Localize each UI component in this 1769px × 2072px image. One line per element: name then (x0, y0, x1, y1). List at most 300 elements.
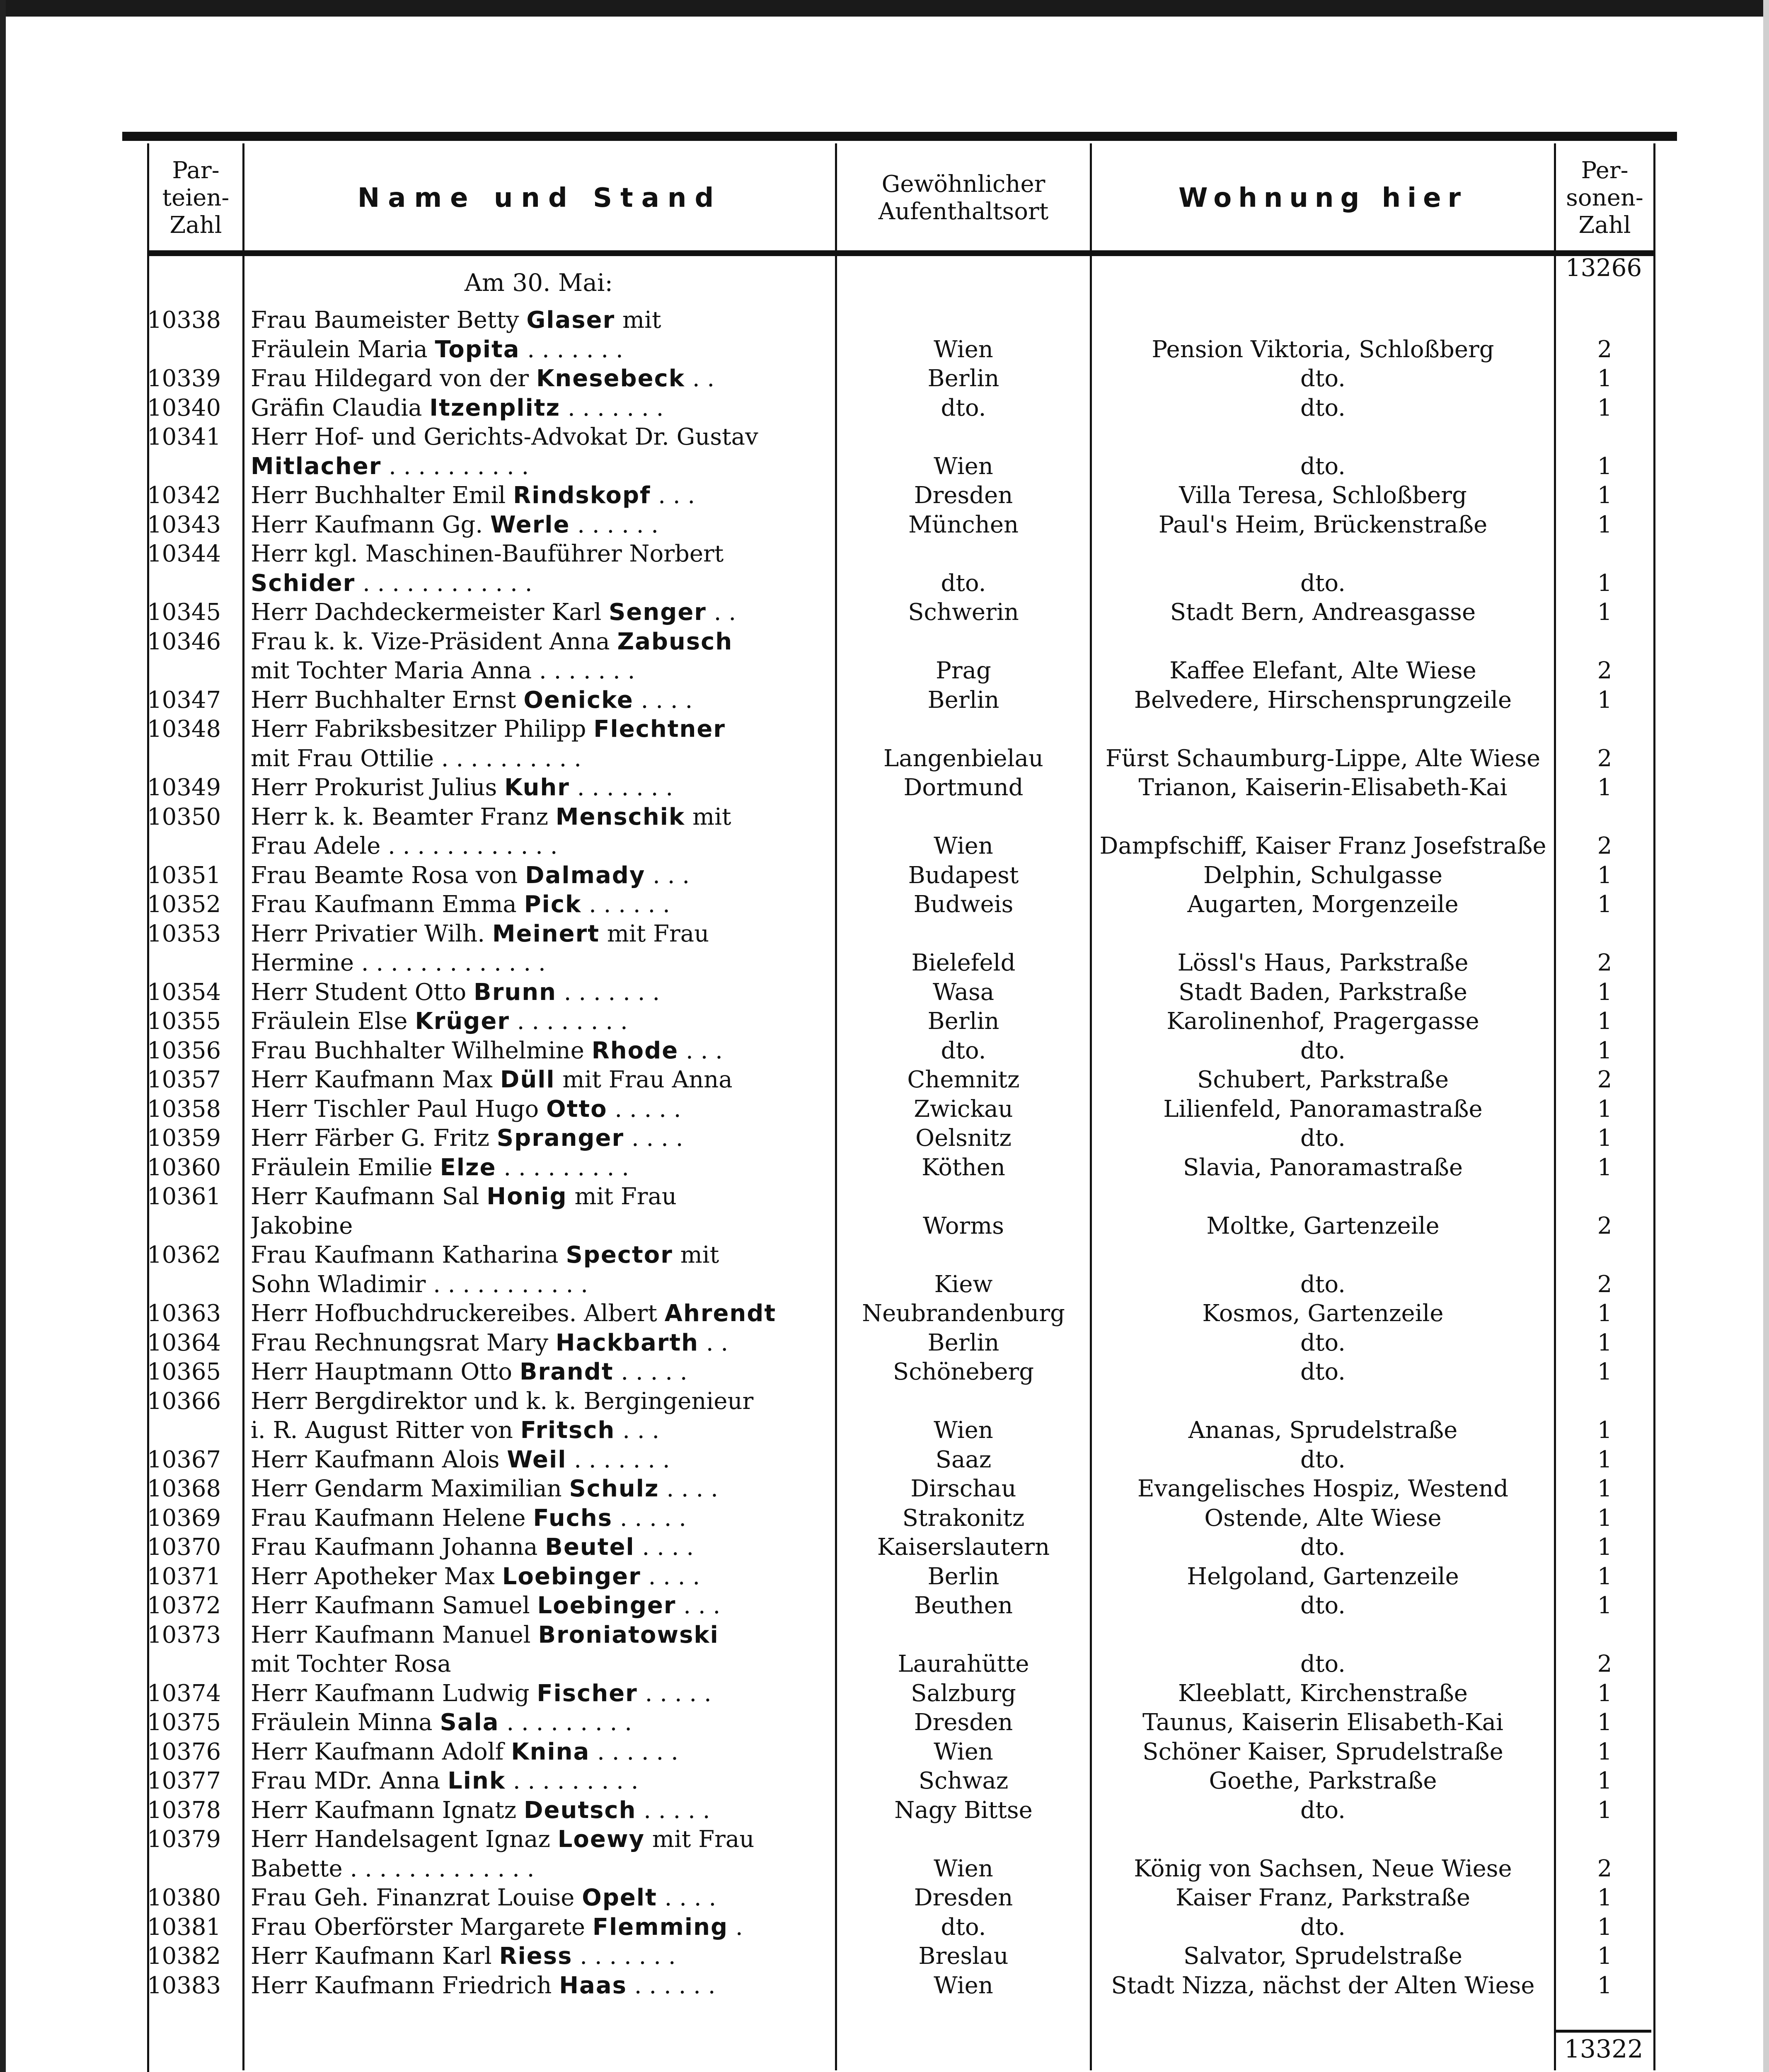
name-line (251, 335, 835, 365)
name-text: Frau k. k. Vize-Präsident Anna (251, 628, 617, 655)
residence: dto. (941, 1913, 986, 1941)
name-text: Herr Kaufmann Ignatz (251, 1796, 524, 1824)
residence: Saaz (935, 1446, 992, 1473)
address: Lössl's Haus, Parkstraße (1177, 949, 1469, 976)
name-line (251, 423, 835, 452)
name-line (251, 1036, 835, 1066)
name-text: Herr Kaufmann Gg. (251, 511, 490, 538)
party-number: 10383 (147, 1972, 221, 1999)
surname: Weil (507, 1446, 567, 1473)
party-number: 10350 (147, 803, 221, 830)
name-line (251, 803, 835, 832)
guest-name (251, 1241, 835, 1299)
address: Karolinenhof, Pragergasse (1166, 1008, 1479, 1035)
person-count: 2 (1597, 1855, 1612, 1882)
address: dto. (1300, 1446, 1346, 1473)
name-text: Herr Kaufmann Max (251, 1066, 500, 1093)
guest-name (251, 1913, 835, 1942)
party-number: 10366 (147, 1387, 221, 1415)
guest-name (251, 1124, 835, 1153)
table-row (147, 627, 1655, 686)
name-line (251, 1445, 835, 1475)
name-text: mit Tochter Maria Anna . . . . . . . (251, 657, 635, 684)
address: Slavia, Panoramastraße (1183, 1154, 1463, 1181)
person-count: 2 (1597, 1271, 1612, 1298)
guest-name (251, 686, 835, 715)
name-line (251, 1913, 835, 1942)
guest-name (251, 1299, 835, 1329)
name-line (251, 1942, 835, 1971)
party-number: 10352 (147, 891, 221, 918)
name-text: mit Tochter Rosa (251, 1651, 451, 1677)
address: dto. (1300, 1037, 1346, 1064)
residence: Neubrandenburg (862, 1300, 1065, 1327)
name-line (251, 1065, 835, 1095)
guest-name (251, 1474, 835, 1504)
party-number: 10344 (147, 540, 221, 567)
name-suffix: . . . . . . . (569, 774, 673, 801)
address: König von Sachsen, Neue Wiese (1134, 1855, 1512, 1882)
surname: Spranger (496, 1125, 624, 1152)
name-text: Sohn Wladimir . . . . . . . . . . . (251, 1271, 588, 1298)
surname: Schider (251, 569, 356, 597)
table-row (147, 1329, 1655, 1358)
party-number: 10354 (147, 978, 221, 1006)
surname: Ahrendt (664, 1300, 777, 1327)
residence: Strakonitz (902, 1504, 1025, 1532)
surname: Fuchs (533, 1504, 613, 1532)
address: Taunus, Kaiserin Elisabeth-Kai (1142, 1709, 1503, 1736)
residence: Wien (934, 833, 993, 859)
name-line (251, 773, 835, 803)
surname: Zabusch (617, 628, 733, 655)
table-row (147, 364, 1655, 394)
name-line (251, 511, 835, 540)
residence: Schöneberg (893, 1358, 1034, 1385)
name-text: Herr Tischler Paul Hugo (251, 1095, 546, 1123)
party-number: 10357 (147, 1066, 221, 1093)
residence: Wien (934, 1417, 993, 1444)
party-number: 10381 (147, 1913, 221, 1941)
surname: Fritsch (520, 1417, 615, 1444)
name-suffix: . . . . . . . . . . (381, 453, 529, 480)
name-line (251, 1591, 835, 1621)
name-line (251, 1358, 835, 1387)
person-count: 1 (1597, 599, 1612, 626)
surname: Spector (566, 1242, 673, 1268)
name-text: Herr k. k. Beamter Franz (251, 803, 556, 830)
guest-name (251, 1387, 835, 1445)
name-line (251, 890, 835, 920)
name-line (251, 1270, 835, 1300)
table-row (147, 803, 1655, 861)
table-row (147, 890, 1655, 920)
name-text: Frau Hildegard von der (251, 365, 536, 392)
name-line (251, 1504, 835, 1533)
party-number: 10361 (147, 1183, 221, 1210)
surname: Itzenplitz (429, 394, 561, 421)
party-number: 10345 (147, 599, 221, 626)
surname: Loebinger (502, 1563, 641, 1590)
address: Paul's Heim, Brückenstraße (1158, 511, 1488, 538)
guest-name (251, 627, 835, 686)
person-count: 2 (1597, 833, 1612, 859)
table-row (147, 1621, 1655, 1679)
table-row (147, 1299, 1655, 1329)
table-row (147, 1153, 1655, 1183)
surname: Meinert (492, 920, 600, 947)
person-count: 1 (1597, 1154, 1612, 1181)
table-row (147, 423, 1655, 481)
address: Ostende, Alte Wiese (1204, 1504, 1442, 1532)
surname: Link (448, 1767, 506, 1794)
guest-name (251, 1504, 835, 1533)
name-line (251, 1182, 835, 1212)
table-row (147, 1591, 1655, 1621)
name-line (251, 1533, 835, 1562)
address: Stadt Nizza, nächst der Alten Wiese (1111, 1972, 1535, 1999)
residence: Budweis (913, 891, 1014, 918)
person-count: 1 (1597, 569, 1612, 597)
header-residence: Gewöhnlicher Aufenthaltsort (878, 171, 1049, 225)
address: dto. (1300, 453, 1346, 480)
header-party-number: Par- teien- Zahl (162, 157, 230, 239)
residence: Berlin (927, 1563, 999, 1590)
party-number: 10343 (147, 511, 221, 538)
residence: Budapest (908, 862, 1019, 889)
name-suffix: . . . . . . (581, 891, 670, 918)
address: dto. (1300, 1125, 1346, 1152)
surname: Kuhr (504, 774, 570, 801)
table-row (147, 1679, 1655, 1709)
party-number: 10363 (147, 1300, 221, 1327)
table-row (147, 481, 1655, 511)
address: Belvedere, Hirschensprungzeile (1134, 686, 1512, 714)
name-line (251, 1738, 835, 1767)
residence: Berlin (927, 1008, 999, 1035)
table-row (147, 1825, 1655, 1883)
name-line (251, 1854, 835, 1884)
surname: Düll (500, 1066, 555, 1093)
surname: Pick (524, 891, 582, 918)
person-count: 1 (1597, 774, 1612, 801)
table-row (147, 773, 1655, 803)
address: dto. (1300, 1913, 1346, 1941)
surname: Sala (440, 1709, 499, 1736)
surname: Mitlacher (251, 453, 382, 480)
residence: Dortmund (903, 774, 1024, 801)
guest-name (251, 1621, 835, 1679)
name-line (251, 569, 835, 598)
residence: Bielefeld (911, 949, 1016, 976)
surname: Werle (490, 511, 570, 538)
surname: Senger (609, 599, 707, 626)
guest-name (251, 1708, 835, 1738)
name-suffix: mit (615, 307, 661, 334)
name-suffix: . . . . . . . . . . . . (355, 569, 532, 597)
guest-name (251, 1562, 835, 1592)
name-line (251, 832, 835, 861)
address: Augarten, Morgenzeile (1187, 891, 1459, 918)
guest-name (251, 920, 835, 978)
name-suffix: . . . . . (637, 1680, 711, 1707)
surname: Dalmady (525, 862, 646, 889)
residence: Schwaz (918, 1767, 1009, 1794)
name-line (251, 1387, 835, 1416)
guest-name (251, 861, 835, 891)
table-row (147, 1241, 1655, 1299)
name-text: Herr Student Otto (251, 978, 474, 1006)
name-text: Herr Hof- und Gerichts-Advokat Dr. Gustav (251, 424, 758, 450)
name-text: i. R. August Ritter von (251, 1417, 520, 1444)
surname: Rhode (591, 1037, 679, 1064)
table-row (147, 306, 1655, 364)
final-total: 13322 (1564, 2035, 1643, 2064)
name-text: Herr Färber G. Fritz (251, 1125, 497, 1152)
address: dto. (1300, 1534, 1346, 1561)
name-line (251, 1708, 835, 1738)
party-number: 10377 (147, 1767, 221, 1794)
name-line (251, 861, 835, 891)
name-suffix: . (728, 1913, 743, 1941)
name-text: Herr Buchhalter Ernst (251, 686, 524, 714)
person-count: 1 (1597, 862, 1612, 889)
table-row (147, 598, 1655, 627)
party-number: 10382 (147, 1943, 221, 1970)
guest-name (251, 1036, 835, 1066)
surname: Opelt (582, 1884, 657, 1911)
surname: Flemming (592, 1913, 728, 1941)
name-text: Frau Adele . . . . . . . . . . . . (251, 833, 558, 859)
address: dto. (1300, 1271, 1346, 1298)
party-number: 10373 (147, 1621, 221, 1648)
party-number: 10353 (147, 920, 221, 947)
name-line (251, 1474, 835, 1504)
guest-name (251, 978, 835, 1007)
name-suffix: . . . . . . . (566, 1446, 670, 1473)
person-count: 1 (1597, 978, 1612, 1006)
name-text: Herr Dachdeckermeister Karl (251, 599, 609, 626)
name-suffix: . . . . . . (590, 1738, 678, 1765)
party-number: 10349 (147, 774, 221, 801)
person-count: 1 (1597, 1592, 1612, 1619)
guest-name (251, 1358, 835, 1387)
table-row (147, 978, 1655, 1007)
guest-name (251, 364, 835, 394)
residence: Berlin (927, 686, 999, 714)
address: dto. (1300, 1651, 1346, 1677)
party-number: 10347 (147, 686, 221, 714)
party-number: 10351 (147, 862, 221, 889)
guest-name (251, 1445, 835, 1475)
name-line (251, 1416, 835, 1445)
address: dto. (1300, 394, 1346, 421)
guest-name (251, 511, 835, 540)
name-text: Herr Gendarm Maximilian (251, 1475, 569, 1502)
table-row (147, 861, 1655, 891)
guest-name (251, 1971, 835, 2001)
name-suffix: mit Frau (567, 1183, 677, 1210)
name-text: mit Frau Ottilie . . . . . . . . . . (251, 745, 581, 772)
name-line (251, 1212, 835, 1241)
surname: Krüger (415, 1008, 510, 1035)
name-line (251, 540, 835, 569)
name-text: Herr kgl. Maschinen-Bauführer Norbert (251, 540, 724, 567)
address: dto. (1300, 569, 1346, 597)
name-line (251, 1329, 835, 1358)
name-text: Herr Kaufmann Samuel (251, 1592, 537, 1619)
table-row (147, 1007, 1655, 1036)
name-text: Herr Handelsagent Ignaz (251, 1826, 558, 1853)
name-line (251, 598, 835, 627)
name-text: Babette . . . . . . . . . . . . . (251, 1855, 535, 1882)
name-suffix: . . . . . . (627, 1972, 716, 1999)
guest-name (251, 803, 835, 861)
name-line (251, 1241, 835, 1270)
guest-name (251, 1796, 835, 1825)
name-text: Herr Kaufmann Manuel (251, 1621, 538, 1648)
name-line (251, 686, 835, 715)
name-suffix: . . . . . (612, 1504, 687, 1532)
person-count: 1 (1597, 1358, 1612, 1385)
person-count: 2 (1597, 1651, 1612, 1677)
header-rule (147, 250, 1655, 256)
address: Fürst Schaumburg-Lippe, Alte Wiese (1105, 745, 1541, 772)
guest-name (251, 773, 835, 803)
guest-name (251, 481, 835, 511)
name-suffix: mit Frau (600, 920, 709, 947)
table-row (147, 1738, 1655, 1767)
person-count: 1 (1597, 1534, 1612, 1561)
surname: Oenicke (523, 686, 634, 714)
name-text: Frau Rechnungsrat Mary (251, 1329, 556, 1356)
party-number: 10359 (147, 1125, 221, 1152)
guest-name (251, 1591, 835, 1621)
name-text: Frau Kaufmann Helene (251, 1504, 533, 1532)
name-line (251, 1153, 835, 1183)
name-line (251, 364, 835, 394)
name-text: Herr Kaufmann Ludwig (251, 1680, 537, 1707)
name-suffix: mit (685, 803, 731, 830)
address: Evangelisches Hospiz, Westend (1137, 1475, 1509, 1502)
party-number: 10376 (147, 1738, 221, 1765)
name-line (251, 744, 835, 774)
residence: Berlin (927, 1329, 999, 1356)
party-number: 10374 (147, 1680, 221, 1707)
residence: Dresden (914, 1884, 1013, 1911)
guest-name (251, 394, 835, 423)
name-suffix: . . . . . . . (556, 978, 660, 1006)
table-row (147, 1767, 1655, 1796)
party-number: 10372 (147, 1592, 221, 1619)
name-line (251, 920, 835, 949)
name-text: Fräulein Maria (251, 336, 435, 363)
address: Kleeblatt, Kirchenstraße (1178, 1680, 1468, 1707)
name-line (251, 306, 835, 335)
table-row (147, 1883, 1655, 1913)
surname: Deutsch (523, 1796, 636, 1824)
name-line (251, 481, 835, 511)
name-text: Frau Buchhalter Wilhelmine (251, 1037, 592, 1064)
name-text: Herr Apotheker Max (251, 1563, 502, 1590)
address: Delphin, Schulgasse (1203, 862, 1443, 889)
name-suffix: . . . . . . . (572, 1943, 676, 1970)
address: Kosmos, Gartenzeile (1202, 1300, 1444, 1327)
guest-name (251, 1007, 835, 1036)
party-number: 10371 (147, 1563, 221, 1590)
residence: Breslau (918, 1943, 1009, 1970)
person-count: 1 (1597, 891, 1612, 918)
surname: Hackbarth (555, 1329, 699, 1356)
name-text: Jakobine (251, 1212, 353, 1239)
residence: Oelsnitz (915, 1125, 1012, 1152)
page-edge-right (1763, 0, 1769, 2072)
surname: Beutel (545, 1534, 635, 1561)
party-number: 10367 (147, 1446, 221, 1473)
person-count: 1 (1597, 1037, 1612, 1064)
name-line (251, 949, 835, 978)
name-line (251, 1621, 835, 1650)
name-suffix: . . (685, 365, 715, 392)
residence: Chemnitz (907, 1066, 1020, 1093)
party-number: 10380 (147, 1884, 221, 1911)
entries (147, 306, 1655, 2000)
name-text: Frau Geh. Finanzrat Louise (251, 1884, 582, 1911)
address: dto. (1300, 365, 1346, 392)
party-number: 10342 (147, 482, 221, 509)
residence: Wien (934, 1855, 993, 1882)
name-text: Frau Kaufmann Emma (251, 891, 524, 918)
name-text: Herr Buchhalter Emil (251, 482, 513, 509)
table-row (147, 1913, 1655, 1942)
name-suffix: . . . . (624, 1125, 683, 1152)
name-suffix: . . . . . . . . . (506, 1767, 639, 1794)
residence: Wien (934, 336, 993, 363)
party-number: 10375 (147, 1709, 221, 1736)
name-line (251, 1007, 835, 1036)
residence: Dresden (914, 1709, 1013, 1736)
residence: Laurahütte (898, 1651, 1029, 1677)
person-count: 1 (1597, 686, 1612, 714)
guest-name (251, 1533, 835, 1562)
name-suffix: . . . . . . (570, 511, 659, 538)
table-row (147, 715, 1655, 773)
person-count: 2 (1597, 1066, 1612, 1093)
name-line (251, 1124, 835, 1153)
residence: dto. (941, 569, 986, 597)
name-text: Herr Hofbuchdruckereibes. Albert (251, 1300, 665, 1327)
table-row (147, 1504, 1655, 1533)
surname: Knesebeck (536, 365, 685, 392)
surname: Topita (435, 336, 520, 363)
address: dto. (1300, 1358, 1346, 1385)
name-text: Frau Kaufmann Katharina (251, 1242, 566, 1268)
address: Moltke, Gartenzeile (1206, 1212, 1440, 1239)
table-row (147, 1182, 1655, 1241)
person-count: 1 (1597, 1913, 1612, 1941)
table-row (147, 1533, 1655, 1562)
table-row (147, 1796, 1655, 1825)
surname: Fischer (537, 1680, 638, 1707)
table-row (147, 1445, 1655, 1475)
party-number: 10340 (147, 394, 221, 421)
carried-total: 13266 (1565, 254, 1642, 282)
address: Pension Viktoria, Schloßberg (1152, 336, 1494, 363)
person-count: 1 (1597, 1563, 1612, 1590)
name-suffix: . . . (651, 482, 695, 509)
table-row (147, 1124, 1655, 1153)
guest-name (251, 890, 835, 920)
